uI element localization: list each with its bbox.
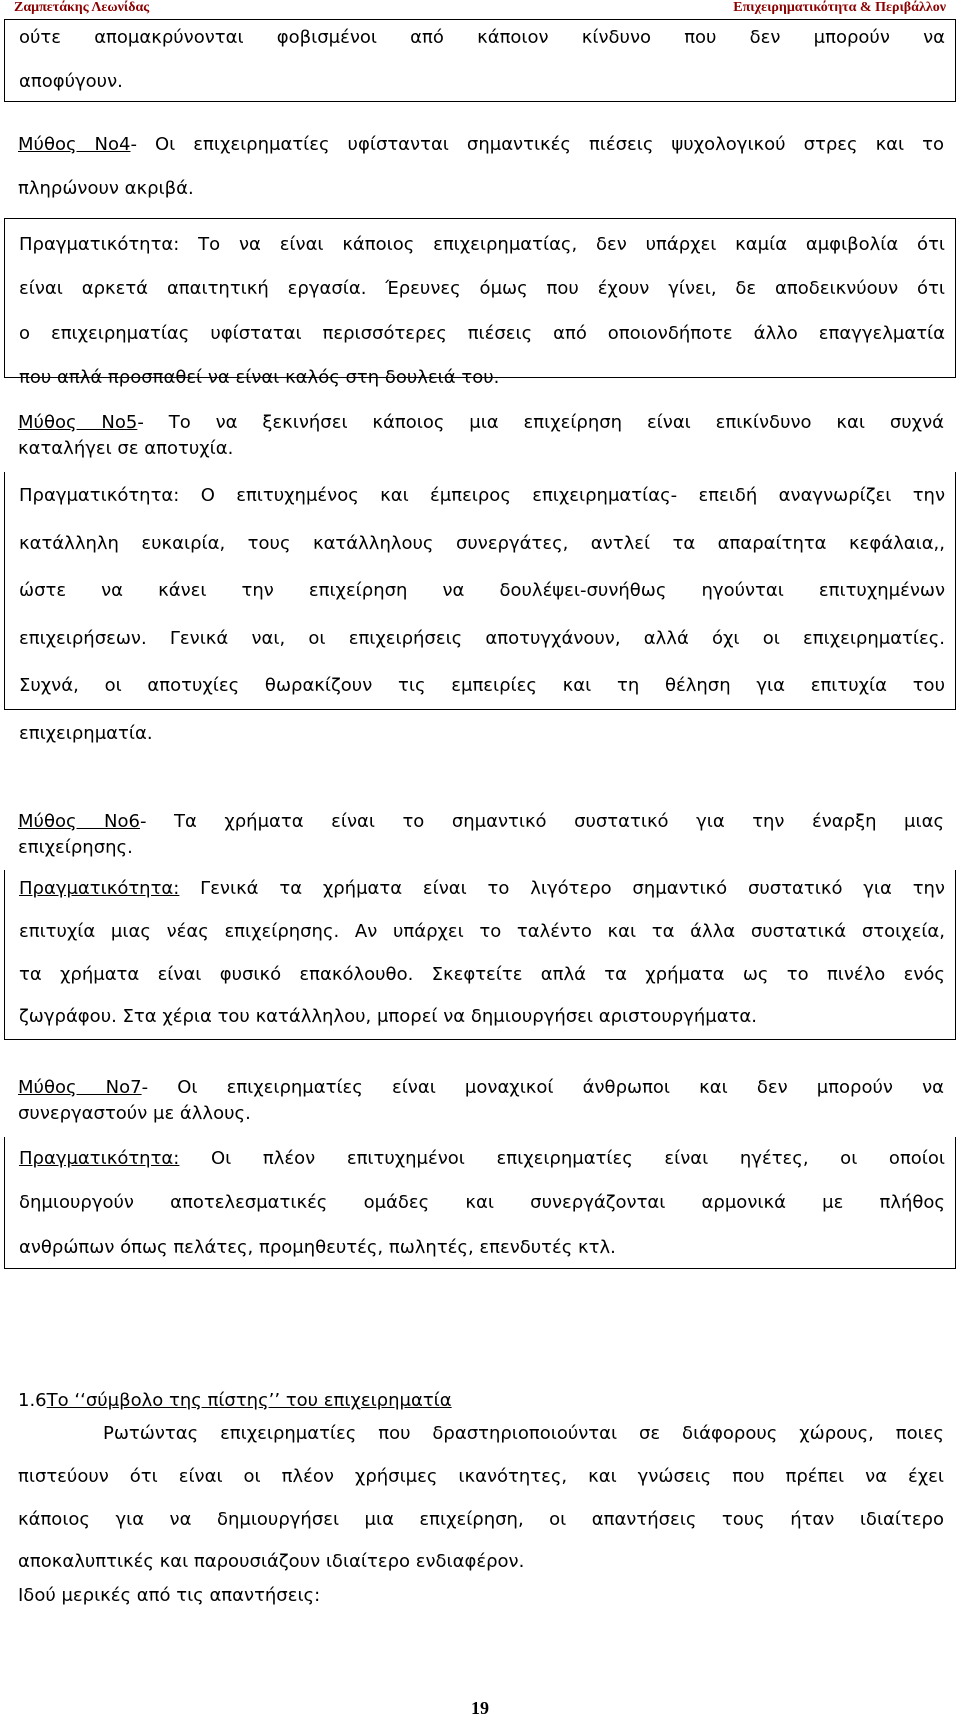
myth-label: Μύθος Νο5: [18, 412, 138, 433]
text-line: ώστε να κάνει την επιχείρηση να δουλέψει-συνήθως ηγούνται επιτυχημένων: [19, 580, 945, 602]
text-line: επιχειρηματία.: [19, 722, 153, 744]
myth-label: Μύθος Νο4: [18, 134, 131, 155]
header-title: Επιχειρηματικότητα & Περιβάλλον: [733, 0, 946, 15]
myth-text: - Το να ξεκινήσει κάποιος μια επιχείρηση είναι επικίνδυνο και συχνά: [137, 412, 944, 433]
reality-label: Πραγματικότητα:: [19, 485, 180, 506]
header-author: Ζαμπετάκης Λεωνίδας: [14, 0, 150, 15]
reality-4-box: [4, 218, 956, 388]
text-line: ούτε απομακρύνονται φοβισμένοι από κάποιον κίνδυνο που δεν μπορούν να: [19, 27, 945, 48]
reality-6: [19, 868, 945, 1039]
section-number: 1.6: [18, 1390, 47, 1411]
myth-7: [18, 1075, 944, 1127]
reality-label: Πραγματικότητα:: [19, 234, 180, 255]
reality-7: [19, 1137, 945, 1270]
text-line: καταλήγει σε αποτυχία.: [18, 438, 234, 459]
text-line: κατάλληλη ευκαιρία, τους κατάλληλους συνεργάτες, αντλεί τα απαραίτητα κεφάλαια,,: [19, 532, 945, 554]
reality-text: Ο επιτυχημένος και έμπειρος επιχειρηματίας- επειδή αναγνωρίζει την: [179, 485, 945, 506]
myth-text: - Οι επιχειρηματίες υφίστανται σημαντικές πιέσεις ψυχολογικού στρες και το: [130, 134, 945, 155]
paragraph-text: [19, 16, 945, 105]
text-line: είναι αρκετά απαιτητική εργασία. Έρευνες όμως που έχουν γίνει, δε αποδεικνύουν ότι: [19, 278, 945, 300]
myth-label: Μύθος Νο7: [18, 1077, 142, 1098]
text-line: τα χρήματα είναι φυσικό επακόλουθο. Σκεφτείτε απλά τα χρήματα ως το πινέλο ενός: [19, 963, 945, 985]
text-line: πιστεύουν ότι είναι οι πλέον χρήσιμες ικανότητες, και γνώσεις που πρέπει να έχει: [18, 1465, 944, 1487]
text-line: ζωγράφου. Στα χέρια του κατάλληλου, μπορεί να δημιουργήσει αριστουργήματα.: [19, 1006, 757, 1028]
myth-label: Μύθος Νο6: [18, 811, 140, 832]
reality-text: Το να είναι κάποιος επιχειρηματίας, δεν υπάρχει καμία αμφιβολία ότι: [179, 234, 945, 255]
myth-6: [18, 809, 944, 861]
reality-label: Πραγματικότητα:: [19, 878, 180, 899]
reality-label: Πραγματικότητα:: [19, 1148, 180, 1169]
myth-text: - Τα χρήματα είναι το σημαντικό συστατικό για την έναρξη μιας: [139, 811, 945, 832]
section-title: Το ‘‘σύμβολο της πίστης’’ του επιχειρηματία: [46, 1390, 452, 1411]
reality-7-box: [4, 1137, 956, 1269]
text-line: Συχνά, οι αποτυχίες θωρακίζουν τις εμπειρίες και τη θέληση για επιτυχία του: [19, 675, 945, 697]
text-line: Ρωτώντας επιχειρηματίες που δραστηριοποιούνται σε διάφορους χώρους, ποιες: [103, 1423, 944, 1444]
text-line: δημιουργούν αποτελεσματικές ομάδες και συνεργάζονται αρμονικά με πλήθος: [19, 1192, 945, 1214]
myth-text: - Οι επιχειρηματίες είναι μοναχικοί άνθρωποι και δεν μπορούν να: [141, 1077, 944, 1098]
text-line: ο επιχειρηματίας υφίσταται περισσότερες πιέσεις από οποιονδήποτε άλλο επαγγελματία: [19, 322, 945, 344]
text-line: ανθρώπων όπως πελάτες, προμηθευτές, πωλητές, επενδυτές κτλ.: [19, 1236, 616, 1258]
text-line: επιχείρησης.: [18, 837, 133, 858]
section-body: [18, 1413, 944, 1584]
reality-6-box: [4, 870, 956, 1040]
page-number: 19: [471, 1698, 489, 1718]
myth-5: [18, 410, 944, 462]
myth-4: [18, 123, 944, 212]
text-line: επιχειρήσεων. Γενικά ναι, οι επιχειρήσεις αποτυγχάνουν, αλλά όχι οι επιχειρηματίες.: [19, 627, 945, 649]
text-line: που απλά προσπαθεί να είναι καλός στη δουλειά του.: [19, 366, 500, 388]
text-line: συνεργαστούν με άλλους.: [18, 1103, 251, 1124]
reality-text: Γενικά τα χρήματα είναι το λιγότερο σημαντικό συστατικό για την: [179, 878, 945, 899]
reality-4: [19, 223, 945, 400]
text-line: αποκαλυπτικές και παρουσιάζουν ιδιαίτερο ενδιαφέρον.: [18, 1551, 525, 1573]
text-line: επιτυχία μιας νέας επιχείρησης. Αν υπάρχει το ταλέντο και τα άλλα συστατικά στοιχεία,: [19, 920, 945, 942]
reality-text: Οι πλέον επιτυχημένοι επιχειρηματίες είναι ηγέτες, οι οποίοι: [179, 1148, 945, 1169]
reality-5-box: [4, 472, 956, 744]
text-line: αποφύγουν.: [19, 71, 123, 93]
reality-5: [19, 472, 945, 758]
boxed-paragraph: [4, 20, 956, 102]
text-line: κάποιος για να δημιουργήσει μια επιχείρηση, οι απαντήσεις τους ήταν ιδιαίτερο: [18, 1508, 944, 1530]
text-line: πληρώνουν ακριβά.: [18, 178, 194, 200]
section-closing-line: Ιδού μερικές από τις απαντήσεις:: [18, 1585, 321, 1606]
section-heading: [18, 1388, 944, 1414]
